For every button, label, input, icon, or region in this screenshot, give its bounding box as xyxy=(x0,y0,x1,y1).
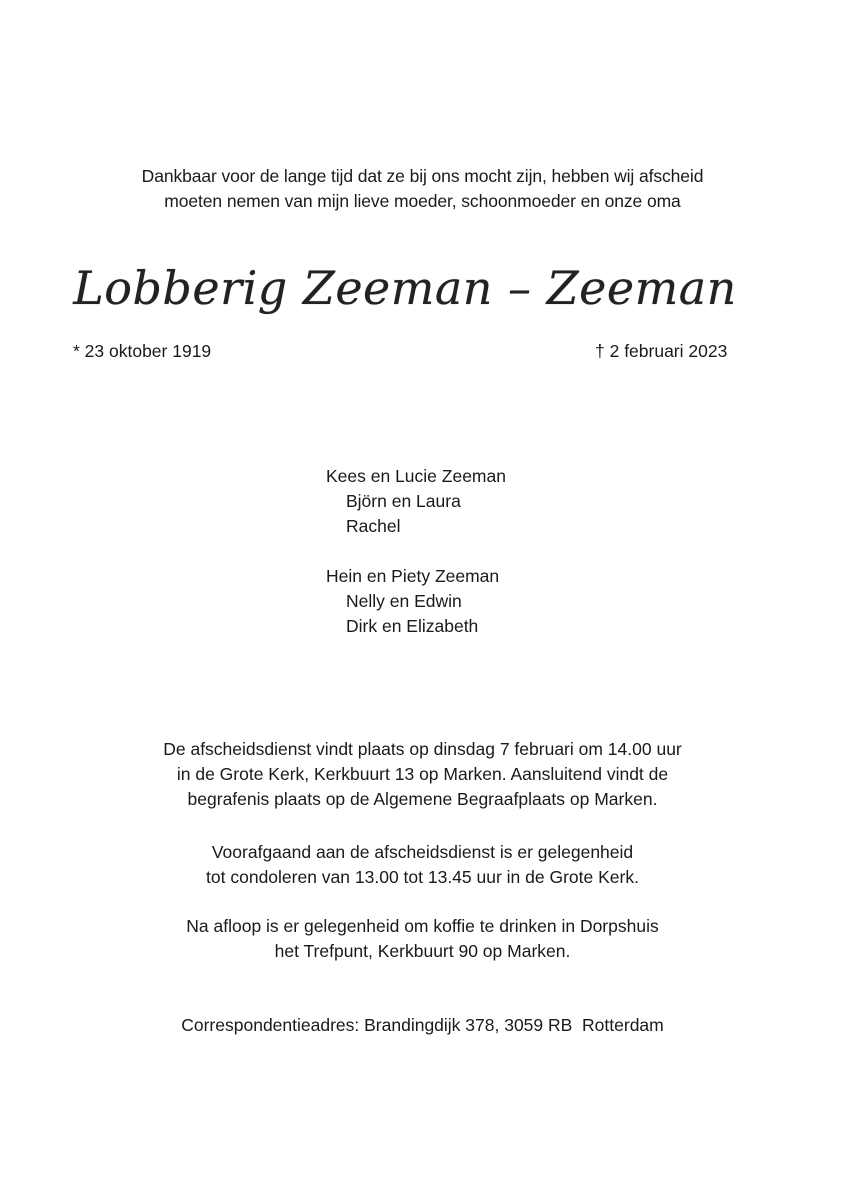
condolence-info xyxy=(0,840,845,890)
family-list xyxy=(326,464,506,664)
correspondence-line: Correspondentieadres: Brandingdijk 378, 3059 RB Rotterdam xyxy=(181,1015,664,1035)
service-line: in de Grote Kerk, Kerkbuurt 13 op Marken. Aansluitend vindt de xyxy=(176,764,669,784)
deceased-name: Lobberig Zeeman – Zeeman xyxy=(73,261,737,315)
service-info xyxy=(0,737,845,812)
birth-date: * 23 oktober 1919 xyxy=(73,341,212,361)
family-child: Rachel xyxy=(346,516,401,536)
intro-text xyxy=(0,164,845,214)
correspondence-address xyxy=(0,1013,845,1038)
condolence-line: Voorafgaand aan de afscheidsdienst is er gelegenheid xyxy=(211,842,634,862)
intro-line: moeten nemen van mijn lieve moeder, schoonmoeder en onze oma xyxy=(164,191,681,211)
family-parents: Kees en Lucie Zeeman xyxy=(326,466,506,486)
service-line: begrafenis plaats op de Algemene Begraafplaats op Marken. xyxy=(187,789,658,809)
death-date: † 2 februari 2023 xyxy=(595,341,728,361)
family-group xyxy=(326,564,506,639)
family-parents: Hein en Piety Zeeman xyxy=(326,566,500,586)
coffee-info xyxy=(0,914,845,964)
intro-line: Dankbaar voor de lange tijd dat ze bij ons mocht zijn, hebben wij afscheid xyxy=(141,166,704,186)
family-child: Nelly en Edwin xyxy=(346,591,462,611)
coffee-line: het Trefpunt, Kerkbuurt 90 op Marken. xyxy=(274,941,571,961)
coffee-line: Na afloop is er gelegenheid om koffie te drinken in Dorpshuis xyxy=(186,916,659,936)
service-line: De afscheidsdienst vindt plaats op dinsdag 7 februari om 14.00 uur xyxy=(163,739,682,759)
family-group xyxy=(326,464,506,539)
condolence-line: tot condoleren van 13.00 tot 13.45 uur in de Grote Kerk. xyxy=(206,867,639,887)
family-child: Dirk en Elizabeth xyxy=(346,616,479,636)
family-child: Björn en Laura xyxy=(346,491,461,511)
